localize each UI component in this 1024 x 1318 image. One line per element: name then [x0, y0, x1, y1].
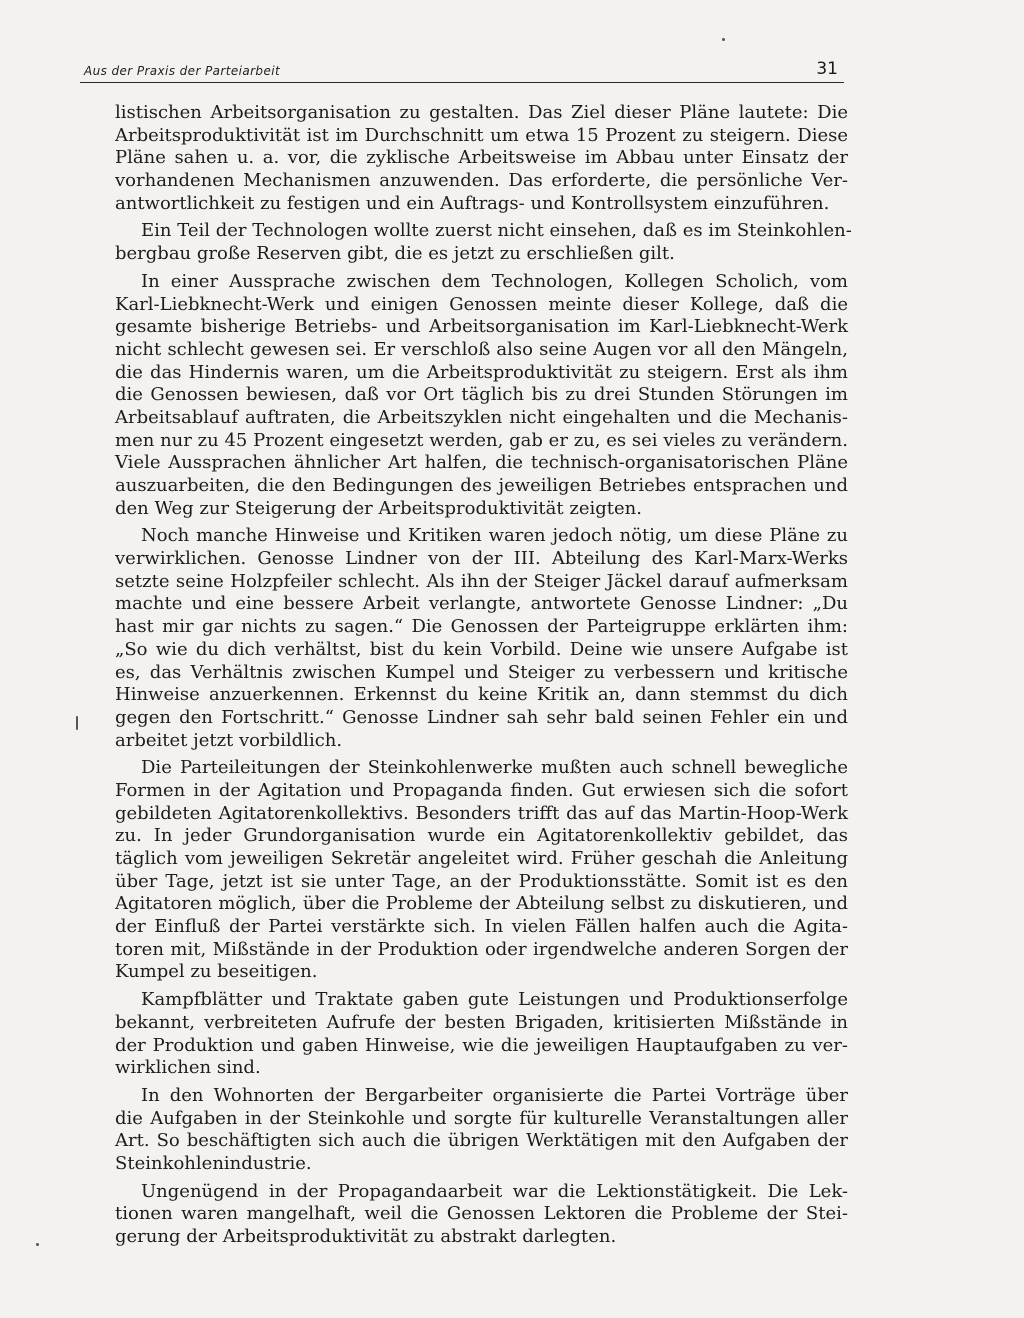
paragraph [115, 220, 852, 265]
scan-speck [722, 38, 725, 41]
text-line: es, das Verhältnis zwischen Kumpel und Steiger zu verbessern und kritische [115, 661, 848, 683]
text-line: gerung der Arbeitsproduktivität zu abstrakt darlegten. [115, 1226, 617, 1247]
text-line: Arbeitsproduktivität ist im Durchschnitt um etwa 15 Prozent zu steigern. Diese [115, 124, 848, 146]
text-line: verwirklichen. Genosse Lindner von der III. Abteilung des Karl-Marx-Werks [115, 548, 848, 570]
page-number: 31 [816, 59, 838, 79]
text-line: In einer Aussprache zwischen dem Technologen, Kollegen Scholich, vom [141, 270, 848, 292]
text-line: Steinkohlenindustrie. [115, 1152, 312, 1174]
text-line: nicht schlecht gewesen sei. Er verschloß also seine Augen vor all den Mängeln, [115, 338, 848, 360]
text-line: men nur zu 45 Prozent eingesetzt werden, gab er zu, es sei vieles zu verändern. [115, 429, 848, 451]
text-line: wirklichen sind. [115, 1057, 261, 1079]
text-line: toren mit, Mißstände in der Produktion oder irgendwelche anderen Sorgen der [115, 938, 848, 960]
text-line: vorhandenen Mechanismen anzuwenden. Das erforderte, die persönliche Ver- [115, 170, 848, 192]
text-line: Kampfblätter und Traktate gaben gute Leistungen und Produktionserfolge [141, 989, 848, 1011]
text-line: die Genossen bewiesen, daß vor Ort täglich bis zu drei Stunden Störungen im [115, 384, 848, 406]
text-line: gebildeten Agitatorenkollektivs. Besonders trifft das auf das Martin-Hoop-Werk [115, 802, 848, 824]
text-line: Pläne sahen u. a. vor, die zyklische Arbeitsweise im Abbau unter Einsatz der [115, 147, 848, 169]
scan-speck [36, 1243, 39, 1246]
text-line: „So wie du dich verhältst, bist du kein Vorbild. Deine wie unsere Aufgabe ist [115, 638, 848, 660]
text-line: listischen Arbeitsorganisation zu gestalten. Das Ziel dieser Pläne lautete: Die [115, 102, 848, 123]
text-line: In den Wohnorten der Bergarbeiter organisierte die Partei Vorträge über [141, 1084, 848, 1106]
text-line: bekannt, verbreiteten Aufrufe der besten Brigaden, kritisierten Mißstände in [115, 1011, 848, 1033]
text-line: Hinweise anzuerkennen. Erkennst du keine Kritik an, dann stemmst du dich [115, 684, 848, 706]
running-header [80, 56, 844, 83]
paragraph [115, 989, 848, 1080]
body-text [115, 102, 852, 1254]
paragraph [115, 1085, 848, 1176]
text-line: die Aufgaben in der Steinkohle und sorgte für kulturelle Veranstaltungen aller [115, 1107, 848, 1129]
text-line: setzte seine Holzpfeiler schlecht. Als ihn der Steiger Jäckel darauf aufmerksam [115, 570, 848, 592]
text-line: den Weg zur Steigerung der Arbeitsproduktivität zeigten. [115, 497, 642, 519]
text-line: Agitatoren möglich, über die Probleme der Abteilung selbst zu diskutieren, und [115, 893, 848, 915]
text-line: gegen den Fortschritt.“ Genosse Lindner sah sehr bald seinen Fehler ein und [115, 706, 848, 728]
text-line: tionen waren mangelhaft, weil die Genossen Lektoren die Probleme der Stei- [115, 1203, 848, 1225]
text-line: Ungenügend in der Propagandaarbeit war die Lektionstätigkeit. Die Lek- [141, 1180, 848, 1202]
text-line: der Einfluß der Partei verstärkte sich. In vielen Fällen halfen auch die Agita- [115, 916, 848, 938]
text-line: über Tage, jetzt ist sie unter Tage, an der Produktionsstätte. Somit ist es den [115, 870, 848, 892]
text-line: arbeitet jetzt vorbildlich. [115, 729, 343, 751]
text-line: Noch manche Hinweise und Kritiken waren jedoch nötig, um diese Pläne zu [141, 525, 848, 547]
text-line: antwortlichkeit zu festigen und ein Auftrags- und Kontrollsystem einzuführen. [115, 192, 830, 214]
running-title: Aus der Praxis der Parteiarbeit [84, 64, 281, 78]
paragraph [115, 1181, 848, 1249]
text-line: Karl-Liebknecht-Werk und einigen Genossen meinte dieser Kollege, daß die [115, 293, 848, 315]
text-line: Viele Aussprachen ähnlicher Art halfen, die technisch-organisatorischen Pläne [115, 452, 848, 474]
scan-speck [76, 716, 78, 730]
text-line: Art. So beschäftigten sich auch die übrigen Werktätigen mit den Aufgaben der [115, 1130, 848, 1152]
paragraph [115, 271, 848, 521]
text-line: die das Hindernis waren, um die Arbeitsproduktivität zu steigern. Erst als ihm [115, 361, 848, 383]
paragraph [115, 102, 848, 215]
paragraph [115, 525, 848, 752]
text-line: machte und eine bessere Arbeit verlangte, antwortete Genosse Lindner: „Du [115, 593, 848, 615]
text-line: bergbau große Reserven gibt, die es jetzt zu erschließen gilt. [115, 243, 675, 265]
text-line: auszuarbeiten, die den Bedingungen des jeweiligen Betriebes entsprachen und [115, 475, 848, 496]
text-line: zu. In jeder Grundorganisation wurde ein Agitatorenkollektiv gebildet, das [115, 825, 848, 847]
text-line: gesamte bisherige Betriebs- und Arbeitsorganisation im Karl-Liebknecht-Werk [115, 316, 848, 338]
text-line: Formen in der Agitation und Propaganda finden. Gut erwiesen sich die sofort [115, 779, 848, 801]
text-line: Arbeitsablauf auftraten, die Arbeitszyklen nicht eingehalten und die Mechanis- [115, 406, 848, 428]
text-line: Ein Teil der Technologen wollte zuerst nicht einsehen, daß es im Steinkohlen- [141, 220, 852, 242]
text-line: Die Parteileitungen der Steinkohlenwerke mußten auch schnell bewegliche [141, 757, 848, 779]
text-line: hast mir gar nichts zu sagen.“ Die Genossen der Parteigruppe erklärten ihm: [115, 616, 848, 638]
text-line: der Produktion und gaben Hinweise, wie die jeweiligen Hauptaufgaben zu ver- [115, 1034, 848, 1056]
paragraph [115, 757, 848, 984]
text-line: Kumpel zu beseitigen. [115, 961, 318, 983]
text-line: täglich vom jeweiligen Sekretär angeleitet wird. Früher geschah die Anleitung [115, 848, 848, 869]
